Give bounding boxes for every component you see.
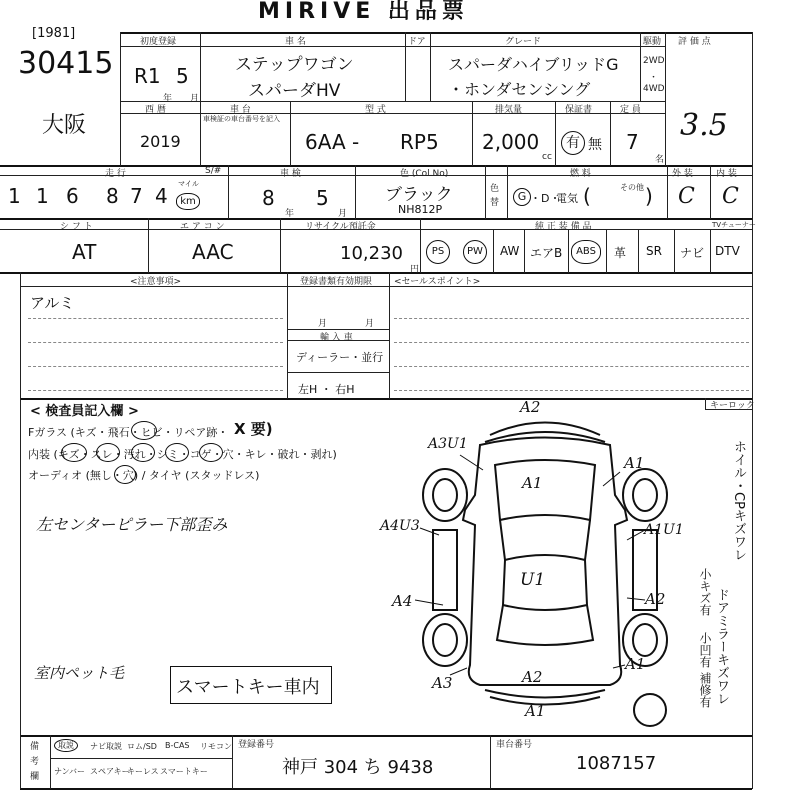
inspection-year: 8 [262,186,275,210]
equip-abs: ABS [571,240,601,264]
fuel-gas-circle: G [513,188,531,206]
label-fuel: 燃 料 [570,169,591,179]
chassis-number: 1087157 [576,753,657,774]
warranty-yes: 有 [561,131,585,155]
note-glass-mark: X 要) [234,420,273,438]
label-warranty: 保証書 [565,105,593,115]
label-chassis-no: 車台番号 [496,740,533,750]
equip-navi: ナビ [680,246,705,260]
label-score: 評 価 点 [678,37,711,47]
score-value: 3.5 [680,108,728,143]
label-chassis: 車 台 [230,105,251,115]
fuel-diesel: ・D・ [530,192,561,205]
label-remarks: 備 考 欄 [30,742,40,782]
label-recycle: リサイクル預託金 [305,222,376,232]
label-displacement: 排気量 [495,105,523,115]
displacement: 2,000 [482,130,540,154]
equip-pw: PW [463,240,487,264]
label-plate: 登録番号 [238,740,275,750]
label-drive: 駆動 [643,37,662,47]
label-door: ドア [408,37,426,47]
import-hand: 左H ・ 右H [298,383,355,396]
label-western: 西 暦 [145,105,166,115]
location: 大阪 [42,113,87,138]
side-note-small-scratch: 小キズ有 [698,568,712,616]
side-note-dent: 小凹有 補修有 [698,632,712,708]
equip-dtv: DTV [715,244,740,258]
caution-text: アルミ [30,294,75,312]
grade-line1: スパーダハイブリッドG [448,55,619,74]
label-exterior: 外 装 [672,169,693,179]
label-aircon: エ ア コ ン [180,222,225,232]
label-mileage: 走 行 [105,169,126,179]
label-equipment: 純 正 装 備 品 [535,222,592,232]
car-name-line2: スパーダHV [248,81,341,101]
warranty-no: 無 [588,137,602,153]
label-month: 月 [190,94,200,104]
label-first-reg: 初度登録 [140,37,177,47]
label-inspection: 車 検 [280,169,301,179]
drive-4wd: 4WD [643,84,665,94]
note-glass: Fガラス (キズ・飛石・ヒビ・リペア跡・ [28,426,229,439]
exterior-score: C [678,184,695,209]
color-name: ブラック [385,185,453,205]
note-hand-pet: 室内ペット毛 [34,664,125,682]
label-import: 輸 入 車 [320,333,353,343]
equip-ps: PS [426,240,450,264]
label-tuner: TVチューナー [712,221,756,229]
label-caution: <注意事項> [130,277,182,287]
note-hand-pillar: 左センターピラー下部歪み [36,515,228,534]
capacity: 7 [626,130,639,154]
side-note-mirror-right: ドアミラーキズワレ [714,588,729,705]
color-code: NH812P [398,203,443,216]
reg-month: 5 [176,64,189,88]
model-prefix: 6AA - [305,130,360,154]
label-shift: シ フ ト [60,222,93,232]
label-inspector: < 検査員記入欄 > [30,404,139,419]
chassis-note: 車検証の車台番号を記入 [203,115,280,123]
equip-aw: AW [500,244,520,258]
reg-era: R1 [134,64,161,88]
label-grade: グレード [505,37,542,47]
equip-leather: 革 [614,246,627,260]
import-dealer: ディーラー・並行 [296,351,384,364]
shift: AT [72,240,97,264]
label-keylock: キーロック [710,401,755,411]
lot-number: 30415 [18,46,114,81]
brand-title: MIRIVE 出品票 [258,0,469,24]
equip-airbag: エアB [530,246,563,260]
label-sales-point: <セールスポイント> [394,277,481,287]
equip-sr: SR [646,244,662,258]
label-color: 色 (Col.No) [400,169,449,179]
fuel-other: その他 [620,183,644,192]
grade-line2: ・ホンダセンシング [448,80,591,99]
mileage-unit: マイル [178,180,199,188]
note-audio: オーディオ (無し・穴) / タイヤ (スタッドレス) [28,469,260,482]
label-color-side: 色 替 [490,184,500,208]
model-code: RP5 [400,130,439,154]
recycle-fee: 10,230 [340,243,403,264]
label-meter: S/# [205,166,222,176]
fuel-electric: 電気 [556,192,578,205]
aircon: AAC [192,240,234,264]
lot-tag: [1981] [32,26,76,41]
car-name-line1: ステップワゴン [235,55,354,75]
label-capacity: 定 員 [620,105,641,115]
label-name: 車 名 [285,37,306,47]
label-cc: cc [542,152,552,162]
drive-2wd: 2WD [643,56,665,66]
interior-score: C [722,184,739,209]
label-yen: 円 [410,265,420,275]
label-interior: 内 装 [716,169,737,179]
label-reg-deadline: 登録書類有効期限 [300,277,373,287]
capacity-unit: 名 [655,155,665,165]
year-western: 2019 [140,132,181,151]
inspection-month: 5 [316,186,329,210]
side-note-wheel: ホイル・CPキズワレ [731,440,746,561]
note-interior: 内装 (キズ・スレ・汚れ・シミ・コゲ・穴・キレ・破れ・剥れ) [28,448,337,461]
km-circle: km [176,193,200,210]
plate-number: 神戸 304 ち 9438 [282,757,434,778]
label-model: 型 式 [365,105,386,115]
note-smart-key: スマートキー車内 [176,677,320,698]
label-year: 年 [163,94,173,104]
